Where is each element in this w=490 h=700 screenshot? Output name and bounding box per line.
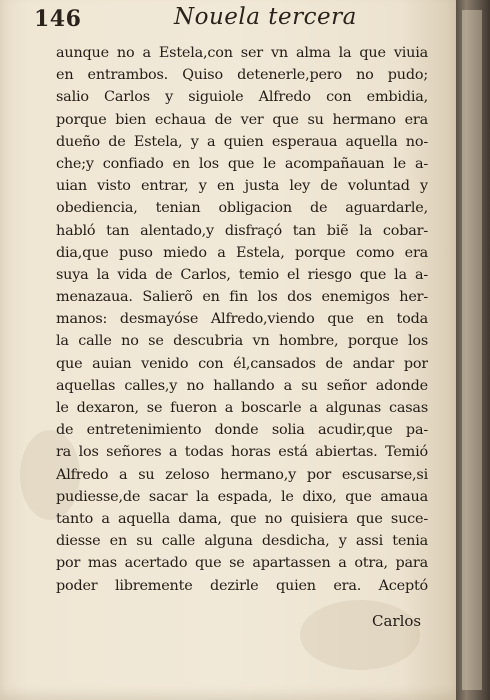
text-line: pudiesse,de sacar la espada, le dixo, que amaua bbox=[56, 488, 428, 505]
text-line: dueño de Estela, y a quien esperaua aquella no- bbox=[56, 133, 428, 150]
text-line: manos: desmayóse Alfredo,viendo que en toda bbox=[56, 311, 428, 328]
text-line: poder libremente dezirle quien era. Aceptó bbox=[56, 577, 428, 594]
running-title: Nouela tercera bbox=[174, 4, 357, 30]
text-line: aquellas calles,y no hallando a su señor adonde bbox=[56, 377, 428, 394]
paper-stain bbox=[300, 600, 420, 670]
text-line: de entretenimiento donde solia acudir,que pa- bbox=[56, 422, 428, 439]
text-line: obediencia, tenian obligacion de aguardarle, bbox=[56, 200, 428, 217]
text-line: la calle no se descubria vn hombre, porque los bbox=[56, 333, 428, 350]
next-page-edge bbox=[462, 10, 482, 690]
text-line: le dexaron, se fueron a boscarle a algunas casas bbox=[56, 400, 428, 416]
text-line: Alfredo a su zeloso hermano,y por escusarse,si bbox=[56, 466, 428, 483]
text-line: menazaua. Salierõ en fin los dos enemigos her- bbox=[56, 289, 428, 306]
text-line: aunque no a Estela,con ser vn alma la que viuia bbox=[56, 45, 428, 61]
catchword: Carlos bbox=[372, 612, 422, 630]
text-line: suya la vida de Carlos, temio el riesgo que la a- bbox=[56, 266, 428, 283]
text-line: habló tan alentado,y disfraçó tan biẽ la cobar- bbox=[56, 222, 428, 239]
text-line: porque bien echaua de ver que su hermano era bbox=[56, 111, 428, 128]
text-line: en entrambos. Quiso detenerle,pero no pudo; bbox=[56, 67, 428, 84]
text-line: tanto a aquella dama, que no quisiera que suce- bbox=[56, 510, 428, 527]
page-header bbox=[34, 4, 434, 40]
text-line: dia,que puso miedo a Estela, porque como era bbox=[56, 244, 428, 261]
page-number: 146 bbox=[34, 6, 82, 32]
text-line: que auian venido con él,cansados de andar por bbox=[56, 355, 428, 372]
text-line: uian visto entrar, y en justa ley de voluntad y bbox=[56, 178, 428, 195]
text-line: ra los señores a todas horas está abiertas. Temió bbox=[56, 444, 428, 461]
text-line: salio Carlos y siguiole Alfredo con embidia, bbox=[56, 89, 428, 106]
text-line: che;y confiado en los que le acompañauan le a- bbox=[56, 155, 428, 172]
body-text bbox=[56, 42, 428, 597]
text-line: por mas acertado que se apartassen a otra, para bbox=[56, 555, 428, 572]
text-line: diesse en su calle alguna desdicha, y assi tenia bbox=[56, 533, 428, 550]
